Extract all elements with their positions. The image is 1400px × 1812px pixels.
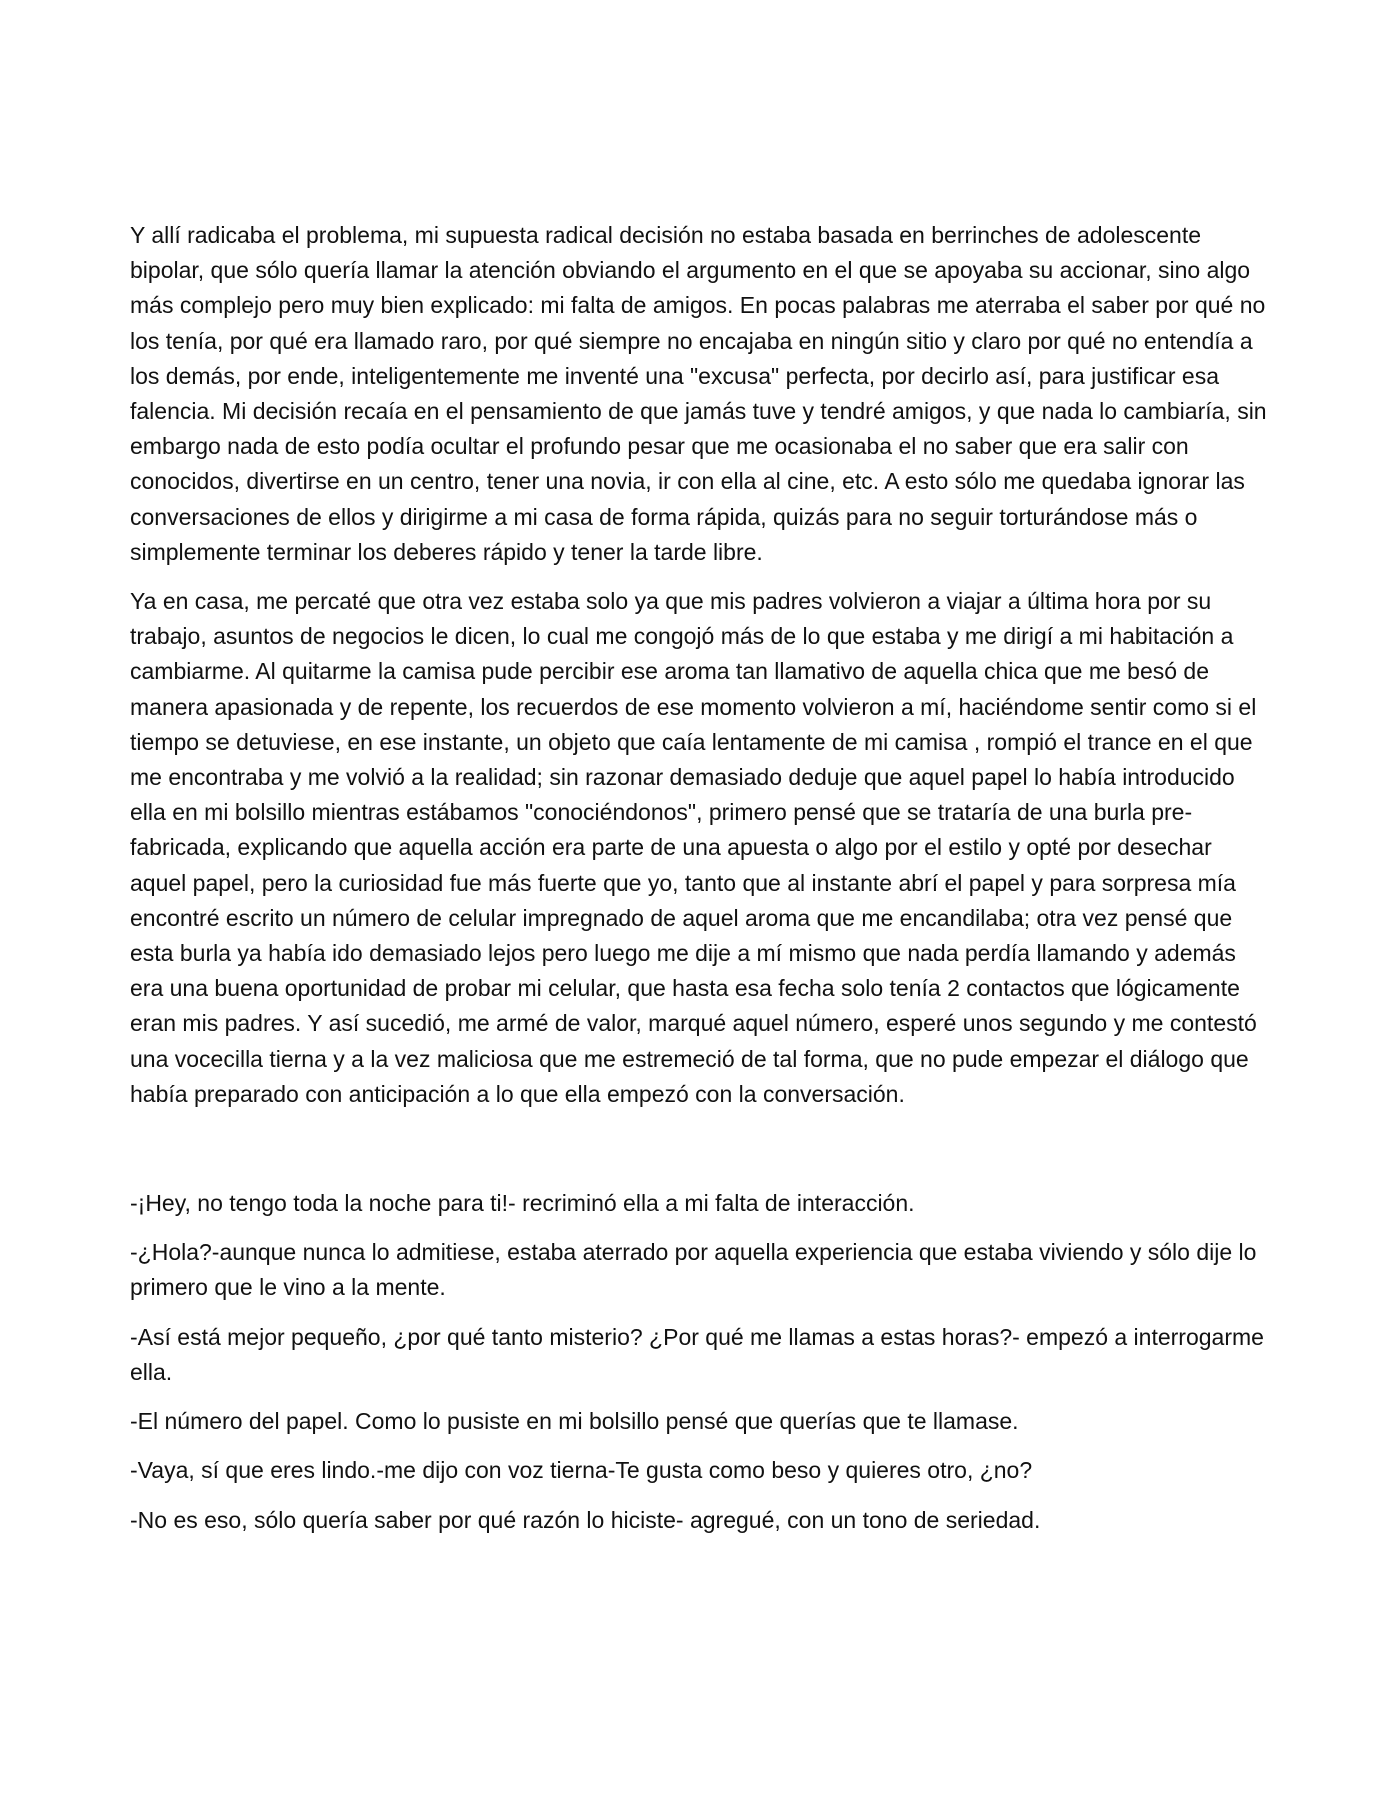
dialogue-line: -¿Hola?-aunque nunca lo admitiese, estaba aterrado por aquella experiencia que estaba viviendo y sólo dije lo primero que le vino a la mente.	[130, 1239, 1257, 1301]
dialogue-line: -¡Hey, no tengo toda la noche para ti!- recriminó ella a mi falta de interacción.	[130, 1190, 915, 1217]
dialogue-line: -Vaya, sí que eres lindo.-me dijo con voz tierna-Te gusta como beso y quieres otro, ¿no?	[130, 1457, 1033, 1484]
paragraph: Y allí radicaba el problema, mi supuesta radical decisión no estaba basada en berrinches de adolescente bipolar, que sólo quería llamar la atención obviando el argumento en el que se apoyaba su accionar, sino algo más complejo pero muy bien explicado: mi falta de amigos. En pocas palabras me aterraba el saber por qué no los tenía, por qué era llamado raro, por qué siempre no encajaba en ningún sitio y claro por qué no entendía a los demás, por ende, inteligentemente me inventé una "excusa" perfecta, por decirlo así, para justificar esa falencia. Mi decisión recaía en el pensamiento de que jamás tuve y tendré amigos, y que nada lo cambiaría, sin embargo nada de esto podía ocultar el profundo pesar que me ocasionaba el no saber que era salir con conocidos, divertirse en un centro, tener una novia, ir con ella al cine, etc. A esto sólo me quedaba ignorar las conversaciones de ellos y dirigirme a mi casa de forma rápida, quizás para no seguir torturándose más o simplemente terminar los deberes rápido y tener la tarde libre.	[130, 222, 1267, 565]
paragraph: Ya en casa, me percaté que otra vez estaba solo ya que mis padres volvieron a viajar a última hora por su trabajo, asuntos de negocios le dicen, lo cual me congojó más de lo que estaba y me dirigí a mi habitación a cambiarme. Al quitarme la camisa pude percibir ese aroma tan llamativo de aquella chica que me besó de manera apasionada y de repente, los recuerdos de ese momento volvieron a mí, haciéndome sentir como si el tiempo se detuviese, en ese instante, un objeto que caía lentamente de mi camisa , rompió el trance en el que me encontraba y me volvió a la realidad; sin razonar demasiado deduje que aquel papel lo había introducido ella en mi bolsillo mientras estábamos "conociéndonos", primero pensé que se trataría de una burla pre-fabricada, explicando que aquella acción era parte de una apuesta o algo por el estilo y opté por desechar aquel papel, pero la curiosidad fue más fuerte que yo, tanto que al instante abrí el papel y para sorpresa mía encontré escrito un número de celular impregnado de aquel aroma que me encandilaba; otra vez pensé que esta burla ya había ido demasiado lejos pero luego me dije a mí mismo que nada perdía llamando y además era una buena oportunidad de probar mi celular, que hasta esa fecha solo tenía 2 contactos que lógicamente eran mis padres. Y así sucedió, me armé de valor, marqué aquel número, esperé unos segundo y me contestó una vocecilla tierna y a la vez maliciosa que me estremeció de tal forma, que no pude empezar el diálogo que había preparado con anticipación a lo que ella empezó con la conversación.	[130, 588, 1257, 1107]
dialogue-line: -Así está mejor pequeño, ¿por qué tanto misterio? ¿Por qué me llamas a estas horas?- empezó a interrogarme ella.	[130, 1323, 1264, 1385]
section-gap	[130, 1126, 1270, 1186]
dialogue-line: -El número del papel. Como lo pusiste en mi bolsillo pensé que querías que te llamase.	[130, 1408, 1019, 1435]
document-body	[130, 218, 1270, 1552]
dialogue-line: -No es eso, sólo quería saber por qué razón lo hiciste- agregué, con un tono de seriedad.	[130, 1506, 1041, 1533]
